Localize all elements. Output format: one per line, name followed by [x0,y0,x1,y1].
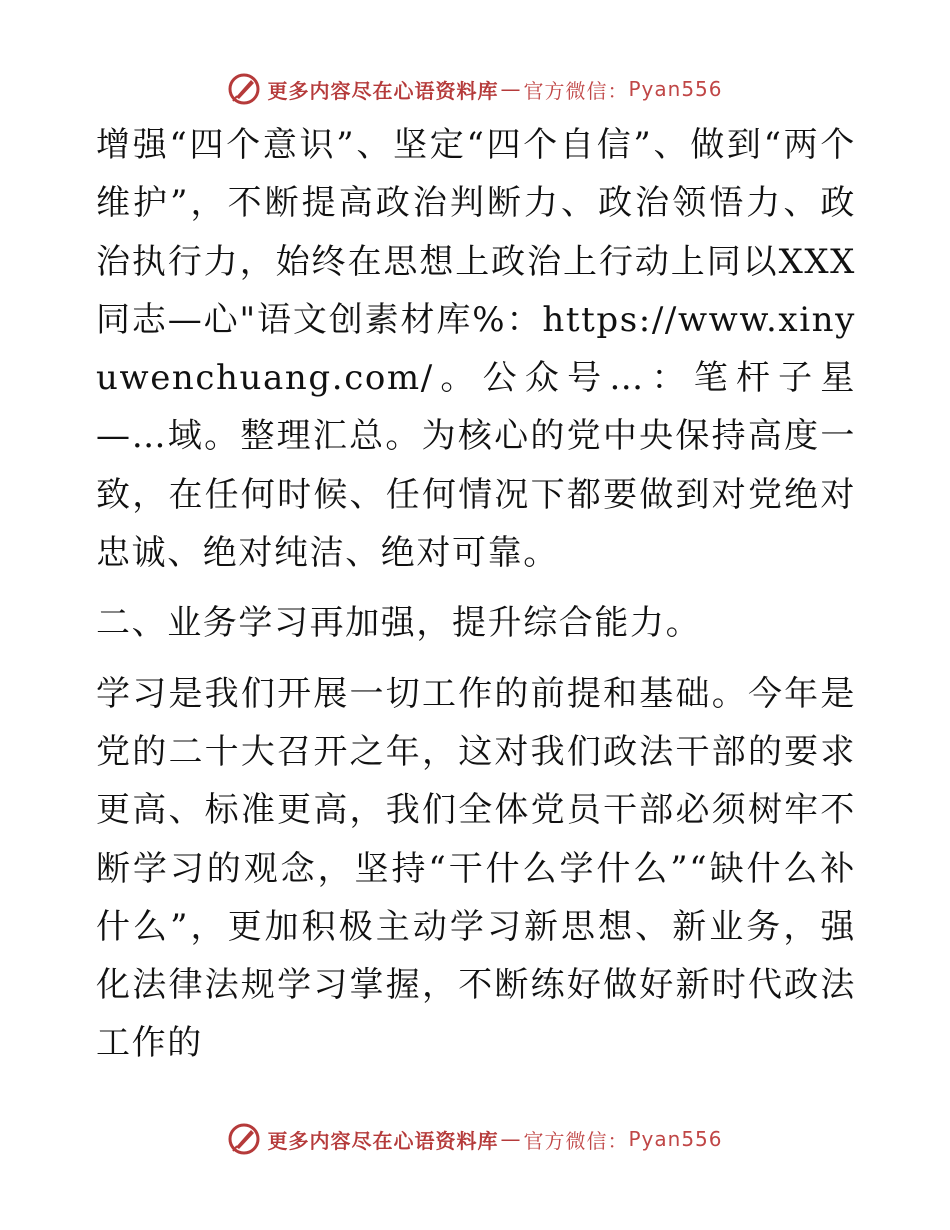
section-heading: 二、业务学习再加强，提升综合能力。 [96,603,702,644]
quill-logo-icon [227,1122,261,1156]
footer-watermark [0,1122,950,1156]
body-paragraph-1: 增强“四个意识”、坚定“四个自信”、做到“两个维护”，不断提高政治判断力、政治领悟力、政治执行力，始终在思想上政治上行动上同以XXX同志—心"语文创素材库%：https://www.xinyuwenchuang.com/。公众号…：笔杆子星—…域。整理汇总。为核心的党中央保持高度一致，在任何时候、任何情况下都要做到对党绝对忠诚、绝对纯洁、绝对可靠。 [96,125,856,574]
quill-logo-icon [227,72,261,106]
watermark-account: Pyan556 [628,77,723,101]
watermark-site-name: 更多内容尽在心语资料库 [267,1128,499,1153]
watermark-site-name: 更多内容尽在心语资料库 [267,78,499,103]
watermark-separator: — [500,1127,522,1151]
watermark-label: 官方微信： [523,78,629,103]
header-watermark [0,72,950,106]
body-paragraph-2: 学习是我们开展一切工作的前提和基础。今年是党的二十大召开之年，这对我们政法干部的要求更高、标准更高，我们全体党员干部必须树牢不断学习的观念，坚持“干什么学什么”“缺什么补什么”，更加积极主动学习新思想、新业务，强化法律法规学习掌握，不断练好做好新时代政法工作的 [96,673,856,1064]
watermark-separator: — [500,77,522,101]
watermark-account: Pyan556 [628,1127,723,1151]
document-body [96,116,856,1073]
watermark-label: 官方微信： [523,1128,629,1153]
